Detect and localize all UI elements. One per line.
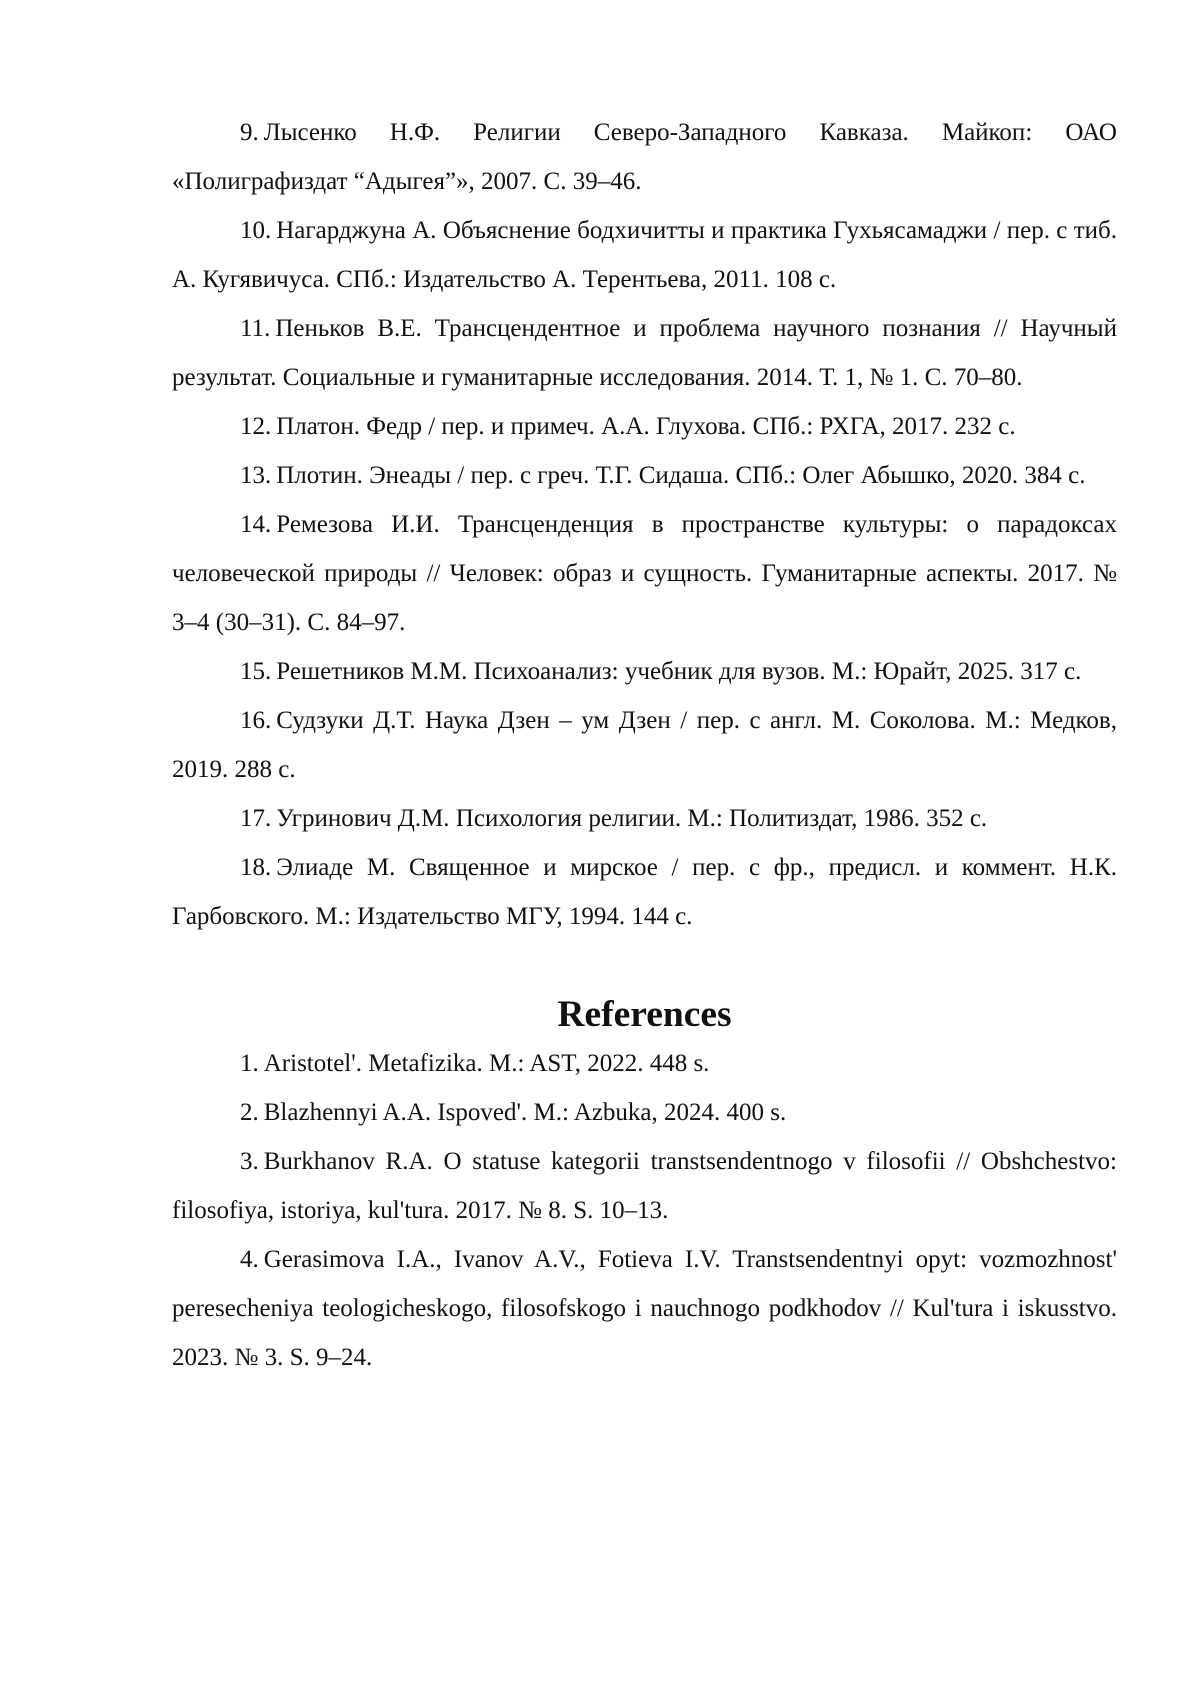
entry-number: 1. bbox=[240, 1050, 259, 1077]
entry-number: 13. bbox=[240, 462, 272, 489]
bibliography-entry-18 bbox=[172, 843, 1117, 941]
entry-text: Пеньков В.Е. Трансцендентное и проблема научного познания // Научный результат. Социальные и гуманитарные исследования. 2014. Т. 1, № 1. С. 70–80. bbox=[172, 315, 1117, 391]
bibliography-entry-13 bbox=[172, 451, 1117, 500]
entry-number: 3. bbox=[240, 1148, 259, 1175]
entry-text: Угринович Д.М. Психология религии. М.: Политиздат, 1986. 352 с. bbox=[276, 805, 988, 832]
entry-text: Blazhennyi A.A. Ispoved'. M.: Azbuka, 2024. 400 s. bbox=[263, 1099, 787, 1126]
entry-text: Решетников М.М. Психоанализ: учебник для вузов. М.: Юрайт, 2025. 317 с. bbox=[276, 658, 1082, 685]
reference-entry-3 bbox=[172, 1137, 1117, 1235]
reference-entry-4 bbox=[172, 1235, 1117, 1382]
entry-number: 10. bbox=[240, 217, 272, 244]
bibliography-entry-16 bbox=[172, 696, 1117, 794]
bibliography-entry-15 bbox=[172, 647, 1117, 696]
entry-number: 9. bbox=[240, 119, 259, 146]
bibliography-entry-9 bbox=[172, 108, 1117, 206]
entry-text: Ремезова И.И. Трансценденция в пространстве культуры: о парадоксах человеческой природы // Человек: образ и сущность. Гуманитарные аспекты. 2017. № 3–4 (30–31). С. 84–97. bbox=[172, 511, 1117, 636]
bibliography-entry-12 bbox=[172, 402, 1117, 451]
document-page bbox=[172, 108, 1117, 1382]
bibliography-entry-11 bbox=[172, 304, 1117, 402]
entry-number: 15. bbox=[240, 658, 272, 685]
section-spacer bbox=[172, 941, 1117, 990]
entry-number: 16. bbox=[240, 707, 272, 734]
reference-entry-1 bbox=[172, 1039, 1117, 1088]
russian-bibliography-list bbox=[172, 108, 1117, 941]
entry-text: Aristotel'. Metafizika. M.: AST, 2022. 448 s. bbox=[263, 1050, 710, 1077]
entry-text: Лысенко Н.Ф. Религии Северо-Западного Кавказа. Майкоп: ОАО «Полиграфиздат “Адыгея”», 2007. С. 39–46. bbox=[172, 119, 1117, 195]
entry-text: Плотин. Энеады / пер. с греч. Т.Г. Сидаша. СПб.: Олег Абышко, 2020. 384 с. bbox=[276, 462, 1086, 489]
entry-text: Платон. Федр / пер. и примеч. А.А. Глухова. СПб.: РХГА, 2017. 232 с. bbox=[276, 413, 1016, 440]
bibliography-entry-10 bbox=[172, 206, 1117, 304]
entry-number: 12. bbox=[240, 413, 272, 440]
entry-number: 18. bbox=[240, 854, 272, 881]
entry-text: Burkhanov R.A. O statuse kategorii transtsendentnogo v filosofii // Obshchestvo: filosofiya, istoriya, kul'tura. 2017. № 8. S. 10–13. bbox=[172, 1148, 1117, 1224]
entry-text: Gerasimova I.A., Ivanov A.V., Fotieva I.V. Transtsendentnyi opyt: vozmozhnost' peresecheniya teologicheskogo, filosofskogo i nauchnogo podkhodov // Kul'tura i iskusstvo. 2023. № 3. S. 9–24. bbox=[172, 1246, 1117, 1371]
references-list bbox=[172, 1039, 1117, 1382]
entry-number: 11. bbox=[240, 315, 271, 342]
entry-number: 4. bbox=[240, 1246, 259, 1273]
reference-entry-2 bbox=[172, 1088, 1117, 1137]
entry-text: Нагарджуна А. Объяснение бодхичитты и практика Гухьясамаджи / пер. с тиб. А. Кугявичуса. СПб.: Издательство А. Терентьева, 2011. 108 с. bbox=[172, 217, 1117, 293]
entry-number: 14. bbox=[240, 511, 272, 538]
entry-number: 17. bbox=[240, 805, 272, 832]
entry-text: Судзуки Д.Т. Наука Дзен – ум Дзен / пер. с англ. М. Соколова. М.: Медков, 2019. 288 с. bbox=[172, 707, 1117, 783]
bibliography-entry-14 bbox=[172, 500, 1117, 647]
bibliography-entry-17 bbox=[172, 794, 1117, 843]
references-heading: References bbox=[557, 994, 732, 1035]
entry-text: Элиаде М. Священное и мирское / пер. с фр., предисл. и коммент. Н.К. Гарбовского. М.: Издательство МГУ, 1994. 144 с. bbox=[172, 854, 1117, 930]
entry-number: 2. bbox=[240, 1099, 259, 1126]
